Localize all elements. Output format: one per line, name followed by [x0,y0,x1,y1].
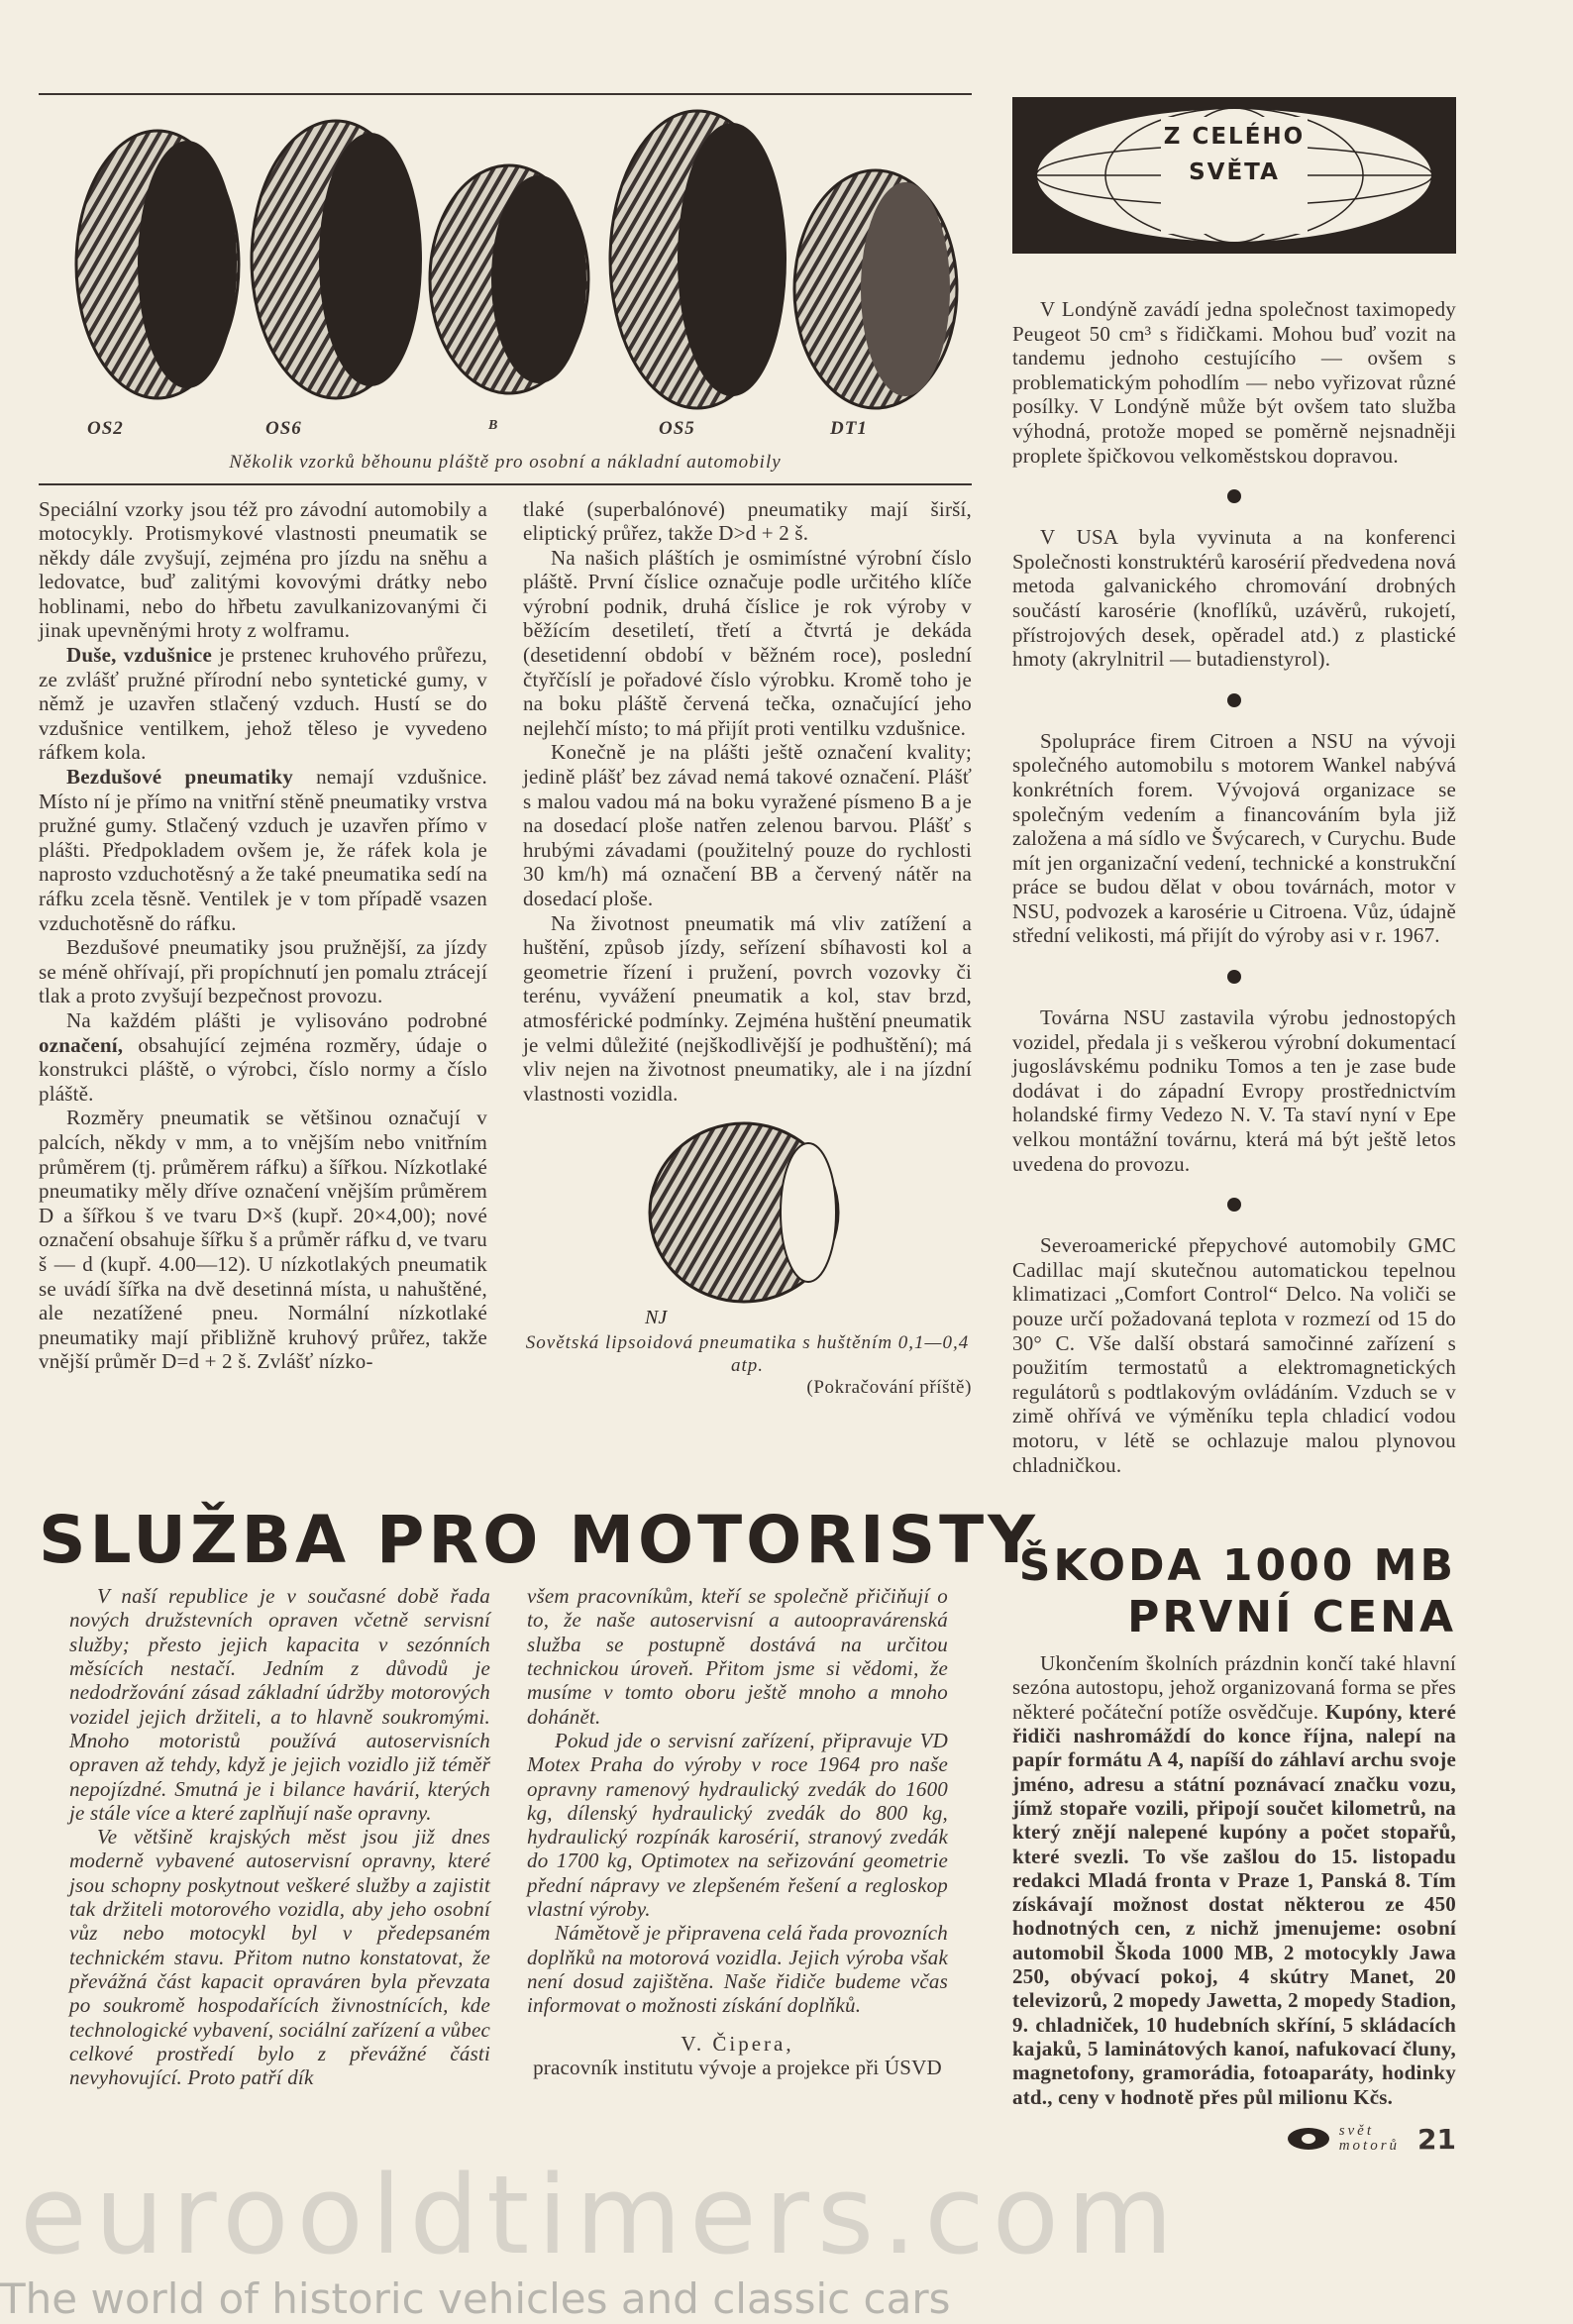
magazine-logo-icon [1286,2126,1331,2152]
paragraph [39,1008,487,1106]
magazine-name-line-2: motorů [1338,2138,1401,2155]
paragraph: Na našich pláštích je osmimístné výrobní číslo pláště. První číslice označuje podle určitého klíče výrobní podnik, druhá číslice je rok výroby v běžícím desetiletí, třetí a čtvrtá je dekáda (desetidenní období v běžném roce), poslední čtyřčíslí je pořadové číslo výrobku. Kromě toho je na boku pláště červená tečka, označující jeho nejlehčí místo; to má přijít proti ventilku vzdušnice. [523,545,972,740]
tire-label-os5: OS5 [659,418,695,439]
tire-os5 [610,111,786,408]
bullet-icon [1227,1198,1241,1212]
paragraph-text: Ukončením školních prázdnin končí také hlavní sezóna autostopu, jehož organizovaná forma se přes některé počáteční potíže osvědčuje. [1012,1651,1456,1724]
paragraph: Bezdušové pneumatiky jsou pružnější, za jízdy se méně ohřívají, při propíchnutí jen pomalu ztrácejí tlak a proto zvyšují bezpečnost provozu. [39,935,487,1008]
paragraph-text: obsahující zejména rozměry, údaje o konstrukci pláště, o výrobci, číslo normy a číslo pláště. [39,1032,487,1106]
skoda-headline-line-2: PRVNÍ CENA [1127,1592,1456,1643]
soviet-tire-caption: Sovětská lipsoidová pneumatika s huštěním 0,1—0,4 atp. [525,1332,970,1377]
paragraph: V naší republice je v současné době řada nových družstevních opraven včetně servisní služby; přesto jejich kapacita v sezónních měsících nestačí. Jedním z důvodů je nedodržování zásad základní údržby motorových vozidel jejich držiteli, a to hlavně soukromými. Mnoho motoristů používá autoservisních opraven až tehdy, když je jejich vozidlo již téměř nepojízdné. Smutná je i bilance havárií, kterých je stále více a které zaplňují naše opravny. [69,1584,490,1825]
news-item: V USA byla vyvinuta a na konferenci Společnosti konstruktérů karosérií předvedena nová metoda galvanického chromování drobných součástí karosérie (knoflíků, uzávěrů, rukojetí, přístrojových desek, opěradel atd.) z plastické hmoty (akrylnitril — butadienstyrol). [1012,525,1456,672]
tire-article-column-1 [39,497,487,1374]
skoda-headline-line-1: ŠKODA 1000 MB [1018,1540,1456,1592]
paragraph: Speciální vzorky jsou též pro závodní automobily a motocykly. Protismykové vlastnosti pneumatik se někdy dále zvyšují, zejména pro jízdu na sněhu a ledovatce, buď zalitými kovovými drátky nebo hoblinami, nebo do hřbetu zavulkanizovanými či jinak upevněnými hroty z wolframu. [39,496,487,643]
paragraph: Námětově je připravena celá řada provozních doplňků na motorová vozidla. Jejich výroba však není dosud zajištěna. Naše řidiče budeme včas informovat o možnosti získání doplňků. [527,1921,948,2018]
watermark-tagline: The world of historic vehicles and classic cars [0,2273,951,2323]
paragraph [1012,1651,1456,2109]
tire-label-os2: OS2 [87,418,124,439]
paragraph-text: Na každém plášti je vylisováno podrobné [66,1007,487,1032]
svg-text:NJ: NJ [645,1307,668,1329]
paragraph-text: je prstenec kruhového průřezu, ze zvlášť pružné přírodní nebo syntetické gumy, v němž je uzavřen stlačený vzduch. Hustí se do vzdušnice ventilkem, jehož těleso je vyvedeno ráfkem kola. [39,643,487,765]
service-headline: SLUŽBA PRO MOTORISTY [39,1502,1039,1579]
paragraph: Konečně je na plášti ještě označení kvality; jedině plášť bez závad nemá takové označení. Plášť s malou vadou má na boku vyražené písmeno B a je na dosedací ploše natřen zelenou barvou. Plášť s hrubými závadami (použitelný pouze do rychlosti 30 km/h) má označení BB a červený nátěr na dosedací ploše. [523,740,972,910]
term-tubeless: Bezdušové pneumatiky [66,765,293,790]
news-item: Spolupráce firem Citroen a NSU na vývoji společného automobilu s motorem Wankel nabývá konkrétních forem. Vývojová organizace se společným vedením a financováním byla již založena a má sídlo ve Švýcarech, v Curychu. Bude mít jen organizační vedení, technické a konstrukční práce se budou dělat v obou továrnách, motor v NSU, podvozek a karosérie u Citroena. Vůz, údajně střední velikosti, má přijít do výroby asi v r. 1967. [1012,728,1456,948]
magazine-name [1339,2124,1400,2154]
skoda-article-column [1012,1651,1456,2109]
tire-article-column-2-wrap [523,497,972,1400]
author-name: V. Čipera, [681,2031,794,2056]
bullet-icon [1227,693,1241,707]
tire-figure-caption: Několik vzorků běhounu pláště pro osobní a nákladní automobily [229,452,782,473]
skoda-headline [1012,1540,1456,1643]
continued-note: (Pokračování příště) [806,1377,972,1399]
page-number: 21 [1417,2122,1456,2156]
tire-tread-figure [39,101,972,418]
service-article-columns [39,1584,972,2089]
upper-section [39,93,1573,1477]
paragraph: Ve většině krajských měst jsou již dnes moderně vybavené autoservisní opravny, které jsou schopny poskytnout veškeré služby a zajistit tak držiteli motorového vozidla, aby jeho osobní vůz nebo motocykl byl v předepsaném technickém stavu. Přitom nutno konstatovat, že převážná část kapacit opraváren byla převzata po soukromě hospodařících živnostnících, kde technologické vybavení, sociální zařízení a vůbec celkové prostředí bylo z převážné části nevyhovující. Proto patří dík [69,1825,490,2090]
watermark-site: eurooldtimers.com [20,2151,1182,2278]
magazine-name-line-1: svět [1338,2123,1375,2140]
paragraph [39,765,487,935]
tire-article-column-2 [523,497,972,1107]
world-news-banner [1012,97,1456,254]
tire-label-os6: OS6 [265,418,302,439]
service-article [39,1501,1039,2090]
tire-figure-area [39,95,972,450]
tire-label-b: B [488,418,499,433]
tire-dt1 [794,170,957,408]
paragraph: Rozměry pneumatik se většinou označují v palcích, někdy v mm, a to vnějším nebo vnitřním průměrem (tj. průměrem ráfku) a šířkou. Nízkotlaké pneumatiky měly dříve označení vnějším průměrem D a šířkou š ve tvaru D×š (kupř. 20×4,00); nové označení obsahuje šířku š a průměr ráfku d, ve tvaru š — d (kupř. 4.00—12). U nízkotlakých pneumatik se uvádí šířka na dvě desetinná místa, u nahuštěné, ale nezatížené pneu. Normální nízkotlaké pneumatiky mají přibližně kruhový průřez, takže vnější průměr D=d + 2 š. Zvlášť nízko- [39,1106,487,1374]
news-item: Továrna NSU zastavila výrobu jednostopých vozidel, předala ji s veškerou výrobní dokumentací jugoslávskému podniku Tomos a ten je zase bude dodávat i do západní Evropy prostřednictvím holandské firmy Vedezo N. V. Ta staví nyní v Epe velkou montážní továrnu, která má být ještě letos uvedena do provozu. [1012,1005,1456,1176]
world-news-title: Z CELÉHO SVĚTA [1163,124,1306,185]
news-item: Severoamerické přepychové automobily GMC Cadillac mají skutečnou automatickou tepelnou klimatizaci „Comfort Control“ Delco. Na voliči se pouze určí požadovaná teplota v rozmezí od 15 do 30° C. Vše další obstará samočinné zařízení s použitím termostatů a elektromagnetických regulátorů s podtlakovým ovládáním. Vzduch se v zimě ohřívá ve výměníku tepla chladicí vodou motoru, v létě se ochlazuje malou plynovou chladničkou. [1012,1233,1456,1477]
page-footer [1286,2123,1456,2156]
paragraph: tlaké (superbalónové) pneumatiky mají širší, eliptický průřez, takže D>d + 2 š. [523,496,972,546]
paragraph-bold-text: Kupóny, které řidiči nashromáždí do konce října, nalepí na papír formátu A 4, napíší do záhlaví archu svoje jméno, adresu a státní poznávací značku vozu, jímž stopaře vozili, připojí součet kilometrů, na který znějí nalepené kupóny a počet stopařů, které svezli. To vše zašlou do 15. listopadu redakci Mladá fronta v Praze 1, Panská 8. Tím získávají možnost dostat některou ze 450 hodnotných cen, z nichž jmenujeme: osobní automobil Škoda 1000 MB, 2 motocykly Jawa 250, obývací pokoj, 4 skútry Manet, 20 televizorů, 2 mopedy Jawetta, 2 mopedy Stadion, 9. chladniček, 10 hudebních skříní, 5 skládacích kajaků, 5 laminátových kanoí, nafukovací čluny, magnetofony, gramorádia, fotoaparáty, hodinky atd., ceny v hodnotě přes půl milionu Kčs. [1012,1699,1456,2109]
author-title: pracovník institutu vývoje a projekce při ÚSVD [533,2055,942,2079]
paragraph: všem pracovníkům, kteří se společně přičiňují o to, že naše autoservisní a autoopravárenská služba se postupně dostává na určitou technickou úroveň. Přitom jsme si vědomi, že musíme v tomto oboru ještě mnoho a mnoho dohánět. [527,1584,948,1729]
paragraph [39,643,487,765]
paragraph-text: nemají vzdušnice. Místo ní je přímo na vnitřní stěně pneumatiky vrstva pružné gumy. Stlačený vzduch je uzavřen přímo v plášti. Předpokladem ovšem je, že ráfek kola je naprosto vzduchotěsný a že také pneumatika sedí na ráfku zcela těsně. Ventilek je v tom případě vsazen vzduchotěsně do ráfku. [39,765,488,935]
bullet-icon [1227,970,1241,984]
tire-article [39,93,972,1399]
tire-label-dt1: DT1 [830,418,868,439]
news-item: V Londýně zavádí jedna společnost taximopedy Peugeot 50 cm³ s řidičkami. Mohou buď vozit na tandemu jednoho cestujícího — ovšem s problematickým pohodlím — nebo vyřizovat různé posílky. V Londýně může být ovšem tato služba výhodná, protože moped se poměrně nejsnadněji proplete špičkovou velkoměstskou dopravou. [1012,297,1456,468]
world-news [1012,97,1456,1477]
tire-os2 [76,131,239,398]
bullet-icon [1227,489,1241,503]
service-article-column-2 [527,1584,948,2079]
lower-section [39,1501,1573,2109]
term-inner-tube: Duše, vzdušnice [66,643,212,668]
page-footer-row [0,2123,1456,2156]
service-article-column-1 [69,1584,490,2089]
tire-os6 [252,121,422,398]
tire-b [430,165,588,393]
paragraph: Na životnost pneumatik má vliv zatížení a huštění, způsob jízdy, seřízení sbíhavosti kol a geometrie řízení i pružení, povrch vozovky či terénu, vyvážení pneumatik a kol, stav brzd, atmosférické podmínky. Zejména huštění pneumatik je velmi důležité (nejškodlivější je podhuštění); má vliv nejen na životnost pneumatiky, ale i na jízdní vlastnosti vozidla. [523,910,972,1106]
skoda-article [1012,1501,1456,2109]
world-news-column [1012,297,1456,1477]
paragraph: Pokud jde o servisní zařízení, připravuje VD Motex Praha do výroby v roce 1964 pro naše opravny ramenový hydraulický zvedák do 1600 kg, dílenský hydraulický zvedák do 800 kg, hydraulický rozpínák karosérií, stranový zvedák do 1700 kg, Optimotex na seřizování geometrie přední nápravy ve zlepšeném řešení a regloskop vlastní výroby. [527,1728,948,1922]
term-marking: označení, [39,1032,124,1057]
caption-rule [39,483,972,485]
tire-article-columns [39,497,972,1400]
soviet-tire-illustration [640,1113,863,1331]
